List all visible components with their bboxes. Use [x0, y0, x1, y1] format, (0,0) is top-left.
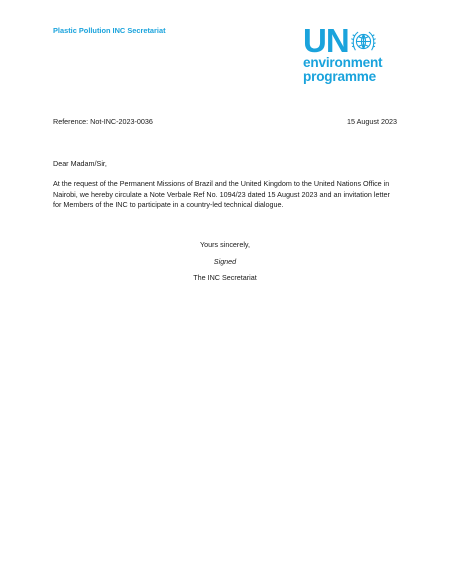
letter-date: 15 August 2023 [347, 117, 397, 126]
logo-environment: environment [303, 55, 383, 70]
salutation: Dear Madam/Sir, [53, 159, 107, 168]
org-name: Plastic Pollution INC Secretariat [53, 26, 166, 35]
closing-block [0, 240, 450, 290]
reference-row [53, 117, 397, 126]
letter-body: At the request of the Permanent Missions of Brazil and the United Kingdom to the United Nations Office in Nairobi, we hereby circulate a Note Verbale Ref No. 1094/23 dated 15 August 2023 and an invitation letter for Members of the INC to participate in a country-led technical dialogue. [53, 179, 390, 210]
unep-logo [303, 22, 398, 84]
logo-programme: programme [303, 69, 376, 84]
signature: Signed [213, 256, 237, 266]
signatory: The INC Secretariat [193, 273, 257, 282]
logo-un-text: UN [303, 22, 349, 59]
reference-number: Reference: Not-INC-2023-0036 [53, 117, 153, 126]
closing-line: Yours sincerely, [200, 240, 250, 249]
logo-un-row [303, 22, 398, 59]
un-globe-icon [350, 28, 377, 55]
